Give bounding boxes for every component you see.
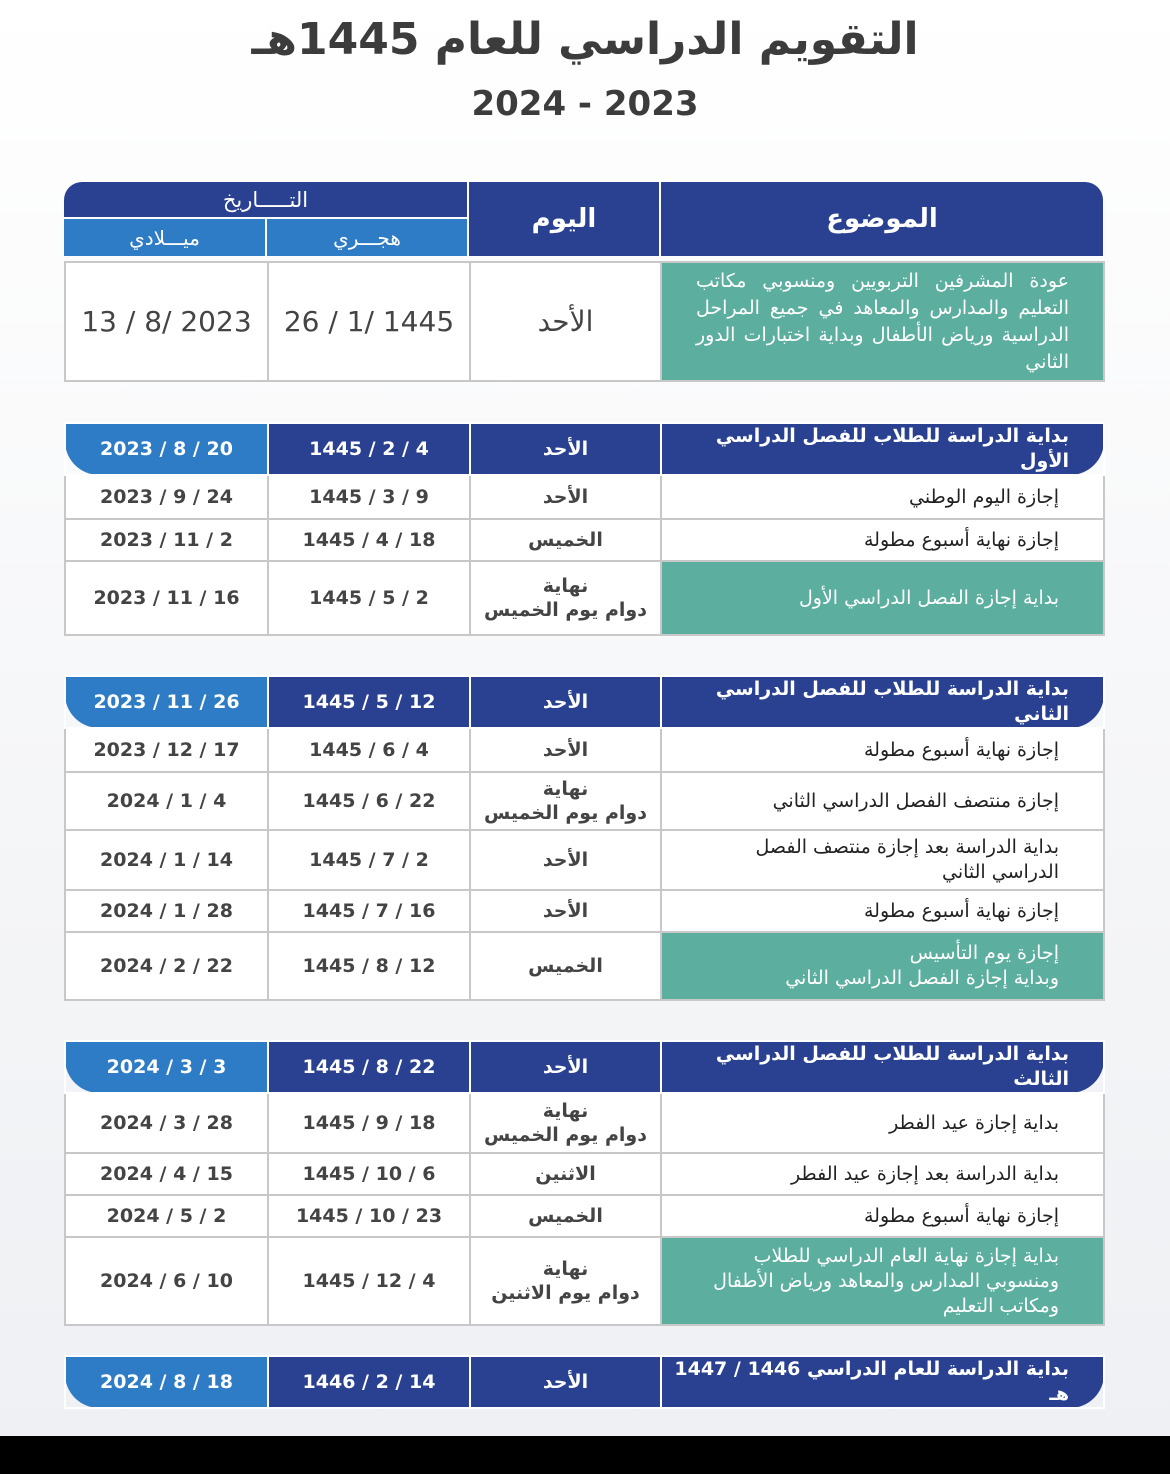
row-day bbox=[470, 561, 661, 635]
row-day: الأحد bbox=[470, 475, 661, 519]
row-gregorian: 2024 / 3 / 28 bbox=[65, 1093, 268, 1153]
row-day: الأحد bbox=[470, 728, 661, 772]
row-hijri: 1445 / 6 / 4 bbox=[268, 728, 470, 772]
row-gregorian: 2024 / 1 / 14 bbox=[65, 830, 268, 890]
bottom-bar bbox=[0, 1436, 1170, 1474]
section-day: الأحد bbox=[470, 676, 661, 728]
row-day: الأحد bbox=[470, 830, 661, 890]
row-subject: بداية الدراسة بعد إجازة عيد الفطر bbox=[661, 1153, 1104, 1195]
row-subject: إجازة منتصف الفصل الدراسي الثاني bbox=[661, 772, 1104, 830]
row-day bbox=[470, 1237, 661, 1325]
row-subject: إجازة نهاية أسبوع مطولة bbox=[661, 728, 1104, 772]
section-subject: بداية الدراسة للطلاب للفصل الدراسي الأول bbox=[661, 423, 1104, 475]
row-hijri: 1445 / 4 / 18 bbox=[268, 519, 470, 561]
row-hijri: 1445 / 7 / 2 bbox=[268, 830, 470, 890]
row-subject bbox=[661, 1237, 1104, 1325]
day-line-2: دوام يوم الخميس bbox=[484, 802, 647, 824]
page-title: التقويم الدراسي للعام 1445هـ bbox=[251, 14, 919, 65]
section-hijri: 1445 / 8 / 22 bbox=[268, 1041, 470, 1093]
table-row bbox=[65, 262, 1104, 381]
table-row bbox=[65, 772, 1104, 830]
subject-line-2: الدراسي الثاني bbox=[941, 861, 1059, 883]
section-head-row bbox=[65, 1356, 1104, 1408]
table-row bbox=[65, 1093, 1104, 1153]
page-subtitle: 2024 - 2023 bbox=[471, 84, 699, 124]
row-day bbox=[470, 1093, 661, 1153]
header-subject: الموضوع bbox=[661, 182, 1103, 256]
subject-line-1: بداية إجازة نهاية العام الدراسي للطلاب bbox=[753, 1244, 1059, 1267]
header-hijri: هجـــري bbox=[267, 219, 467, 256]
day-line-2: دوام يوم الخميس bbox=[484, 1124, 647, 1146]
day-line-1: نهاية bbox=[542, 778, 589, 800]
subject-line-2: وبداية إجازة الفصل الدراسي الثاني bbox=[785, 967, 1059, 989]
row-day: الخميس bbox=[470, 1195, 661, 1237]
section-gregorian: 2024 / 3 / 3 bbox=[65, 1041, 268, 1093]
row-gregorian: 2023 / 12 / 17 bbox=[65, 728, 268, 772]
row-hijri: 1445 / 7 / 16 bbox=[268, 890, 470, 932]
day-line-2: دوام يوم الخميس bbox=[484, 599, 647, 621]
row-day: الخميس bbox=[470, 932, 661, 1000]
row-hijri: 1445 / 8 / 12 bbox=[268, 932, 470, 1000]
intro-subject: عودة المشرفين التربويين ومنسوبي مكاتب التعليم والمدارس والمعاهد في جميع المراحل الدراسية ورياض الأطفال وبداية اختبارات الدور الثاني bbox=[661, 262, 1104, 381]
table-row bbox=[65, 728, 1104, 772]
row-gregorian: 2024 / 1 / 4 bbox=[65, 772, 268, 830]
intro-day: الأحد bbox=[470, 262, 661, 381]
section-hijri: 1445 / 2 / 4 bbox=[268, 423, 470, 475]
section-subject: بداية الدراسة للطلاب للفصل الدراسي الثاني bbox=[661, 676, 1104, 728]
table-row bbox=[65, 519, 1104, 561]
row-hijri: 1445 / 9 / 18 bbox=[268, 1093, 470, 1153]
section-3-table bbox=[64, 1040, 1105, 1326]
subject-line-3: ومكاتب التعليم bbox=[942, 1294, 1059, 1317]
table-row bbox=[65, 890, 1104, 932]
header-date: التـــــاريخ bbox=[64, 182, 467, 217]
section-hijri: 1446 / 2 / 14 bbox=[268, 1356, 470, 1408]
section-gregorian: 2023 / 8 / 20 bbox=[65, 423, 268, 475]
row-gregorian: 2024 / 4 / 15 bbox=[65, 1153, 268, 1195]
section-head-row bbox=[65, 1041, 1104, 1093]
section-1-table bbox=[64, 422, 1105, 636]
header-gregorian: ميـــلادي bbox=[64, 219, 265, 256]
row-subject: إجازة نهاية أسبوع مطولة bbox=[661, 519, 1104, 561]
row-hijri: 1445 / 10 / 6 bbox=[268, 1153, 470, 1195]
row-day: الخميس bbox=[470, 519, 661, 561]
subject-line-2: ومنسوبي المدارس والمعاهد ورياض الأطفال bbox=[713, 1269, 1059, 1292]
table-row bbox=[65, 561, 1104, 635]
row-hijri: 1445 / 10 / 23 bbox=[268, 1195, 470, 1237]
row-subject: إجازة نهاية أسبوع مطولة bbox=[661, 1195, 1104, 1237]
row-day: الأحد bbox=[470, 890, 661, 932]
section-gregorian: 2023 / 11 / 26 bbox=[65, 676, 268, 728]
section-day: الأحد bbox=[470, 1356, 661, 1408]
row-subject: إجازة اليوم الوطني bbox=[661, 475, 1104, 519]
row-gregorian: 2024 / 6 / 10 bbox=[65, 1237, 268, 1325]
section-day: الأحد bbox=[470, 423, 661, 475]
section-hijri: 1445 / 5 / 12 bbox=[268, 676, 470, 728]
row-gregorian: 2024 / 2 / 22 bbox=[65, 932, 268, 1000]
row-subject bbox=[661, 932, 1104, 1000]
table-row bbox=[65, 1153, 1104, 1195]
row-subject: إجازة نهاية أسبوع مطولة bbox=[661, 890, 1104, 932]
section-2-table bbox=[64, 675, 1105, 1001]
intro-table bbox=[64, 261, 1105, 382]
header-day: اليوم bbox=[469, 182, 659, 256]
row-day bbox=[470, 772, 661, 830]
row-subject: بداية إجازة الفصل الدراسي الأول bbox=[661, 561, 1104, 635]
row-gregorian: 2024 / 5 / 2 bbox=[65, 1195, 268, 1237]
table-header bbox=[64, 182, 1103, 256]
row-subject: بداية إجازة عيد الفطر bbox=[661, 1093, 1104, 1153]
row-gregorian: 2023 / 11 / 2 bbox=[65, 519, 268, 561]
section-4-table bbox=[64, 1355, 1105, 1409]
table-row bbox=[65, 1237, 1104, 1325]
row-gregorian: 2024 / 1 / 28 bbox=[65, 890, 268, 932]
intro-hijri: 26 / 1/ 1445 bbox=[268, 262, 470, 381]
table-row bbox=[65, 475, 1104, 519]
subject-line-1: إجازة يوم التأسيس bbox=[909, 942, 1059, 964]
day-line-1: نهاية bbox=[542, 575, 589, 597]
table-row bbox=[65, 932, 1104, 1000]
subject-line-1: بداية الدراسة بعد إجازة منتصف الفصل bbox=[755, 836, 1059, 858]
section-subject: بداية الدراسة للطلاب للفصل الدراسي الثالث bbox=[661, 1041, 1104, 1093]
row-day: الاثنين bbox=[470, 1153, 661, 1195]
row-hijri: 1445 / 5 / 2 bbox=[268, 561, 470, 635]
section-head-row bbox=[65, 676, 1104, 728]
day-line-2: دوام يوم الاثنين bbox=[491, 1282, 640, 1304]
table-row bbox=[65, 830, 1104, 890]
row-hijri: 1445 / 3 / 9 bbox=[268, 475, 470, 519]
intro-gregorian: 13 / 8/ 2023 bbox=[65, 262, 268, 381]
row-gregorian: 2023 / 9 / 24 bbox=[65, 475, 268, 519]
row-hijri: 1445 / 6 / 22 bbox=[268, 772, 470, 830]
day-line-1: نهاية bbox=[542, 1100, 589, 1122]
section-subject: بداية الدراسة للعام الدراسي 1446 / 1447 هـ bbox=[661, 1356, 1104, 1408]
row-hijri: 1445 / 12 / 4 bbox=[268, 1237, 470, 1325]
table-row bbox=[65, 1195, 1104, 1237]
section-day: الأحد bbox=[470, 1041, 661, 1093]
section-gregorian: 2024 / 8 / 18 bbox=[65, 1356, 268, 1408]
section-head-row bbox=[65, 423, 1104, 475]
row-subject bbox=[661, 830, 1104, 890]
row-gregorian: 2023 / 11 / 16 bbox=[65, 561, 268, 635]
day-line-1: نهاية bbox=[542, 1258, 589, 1280]
